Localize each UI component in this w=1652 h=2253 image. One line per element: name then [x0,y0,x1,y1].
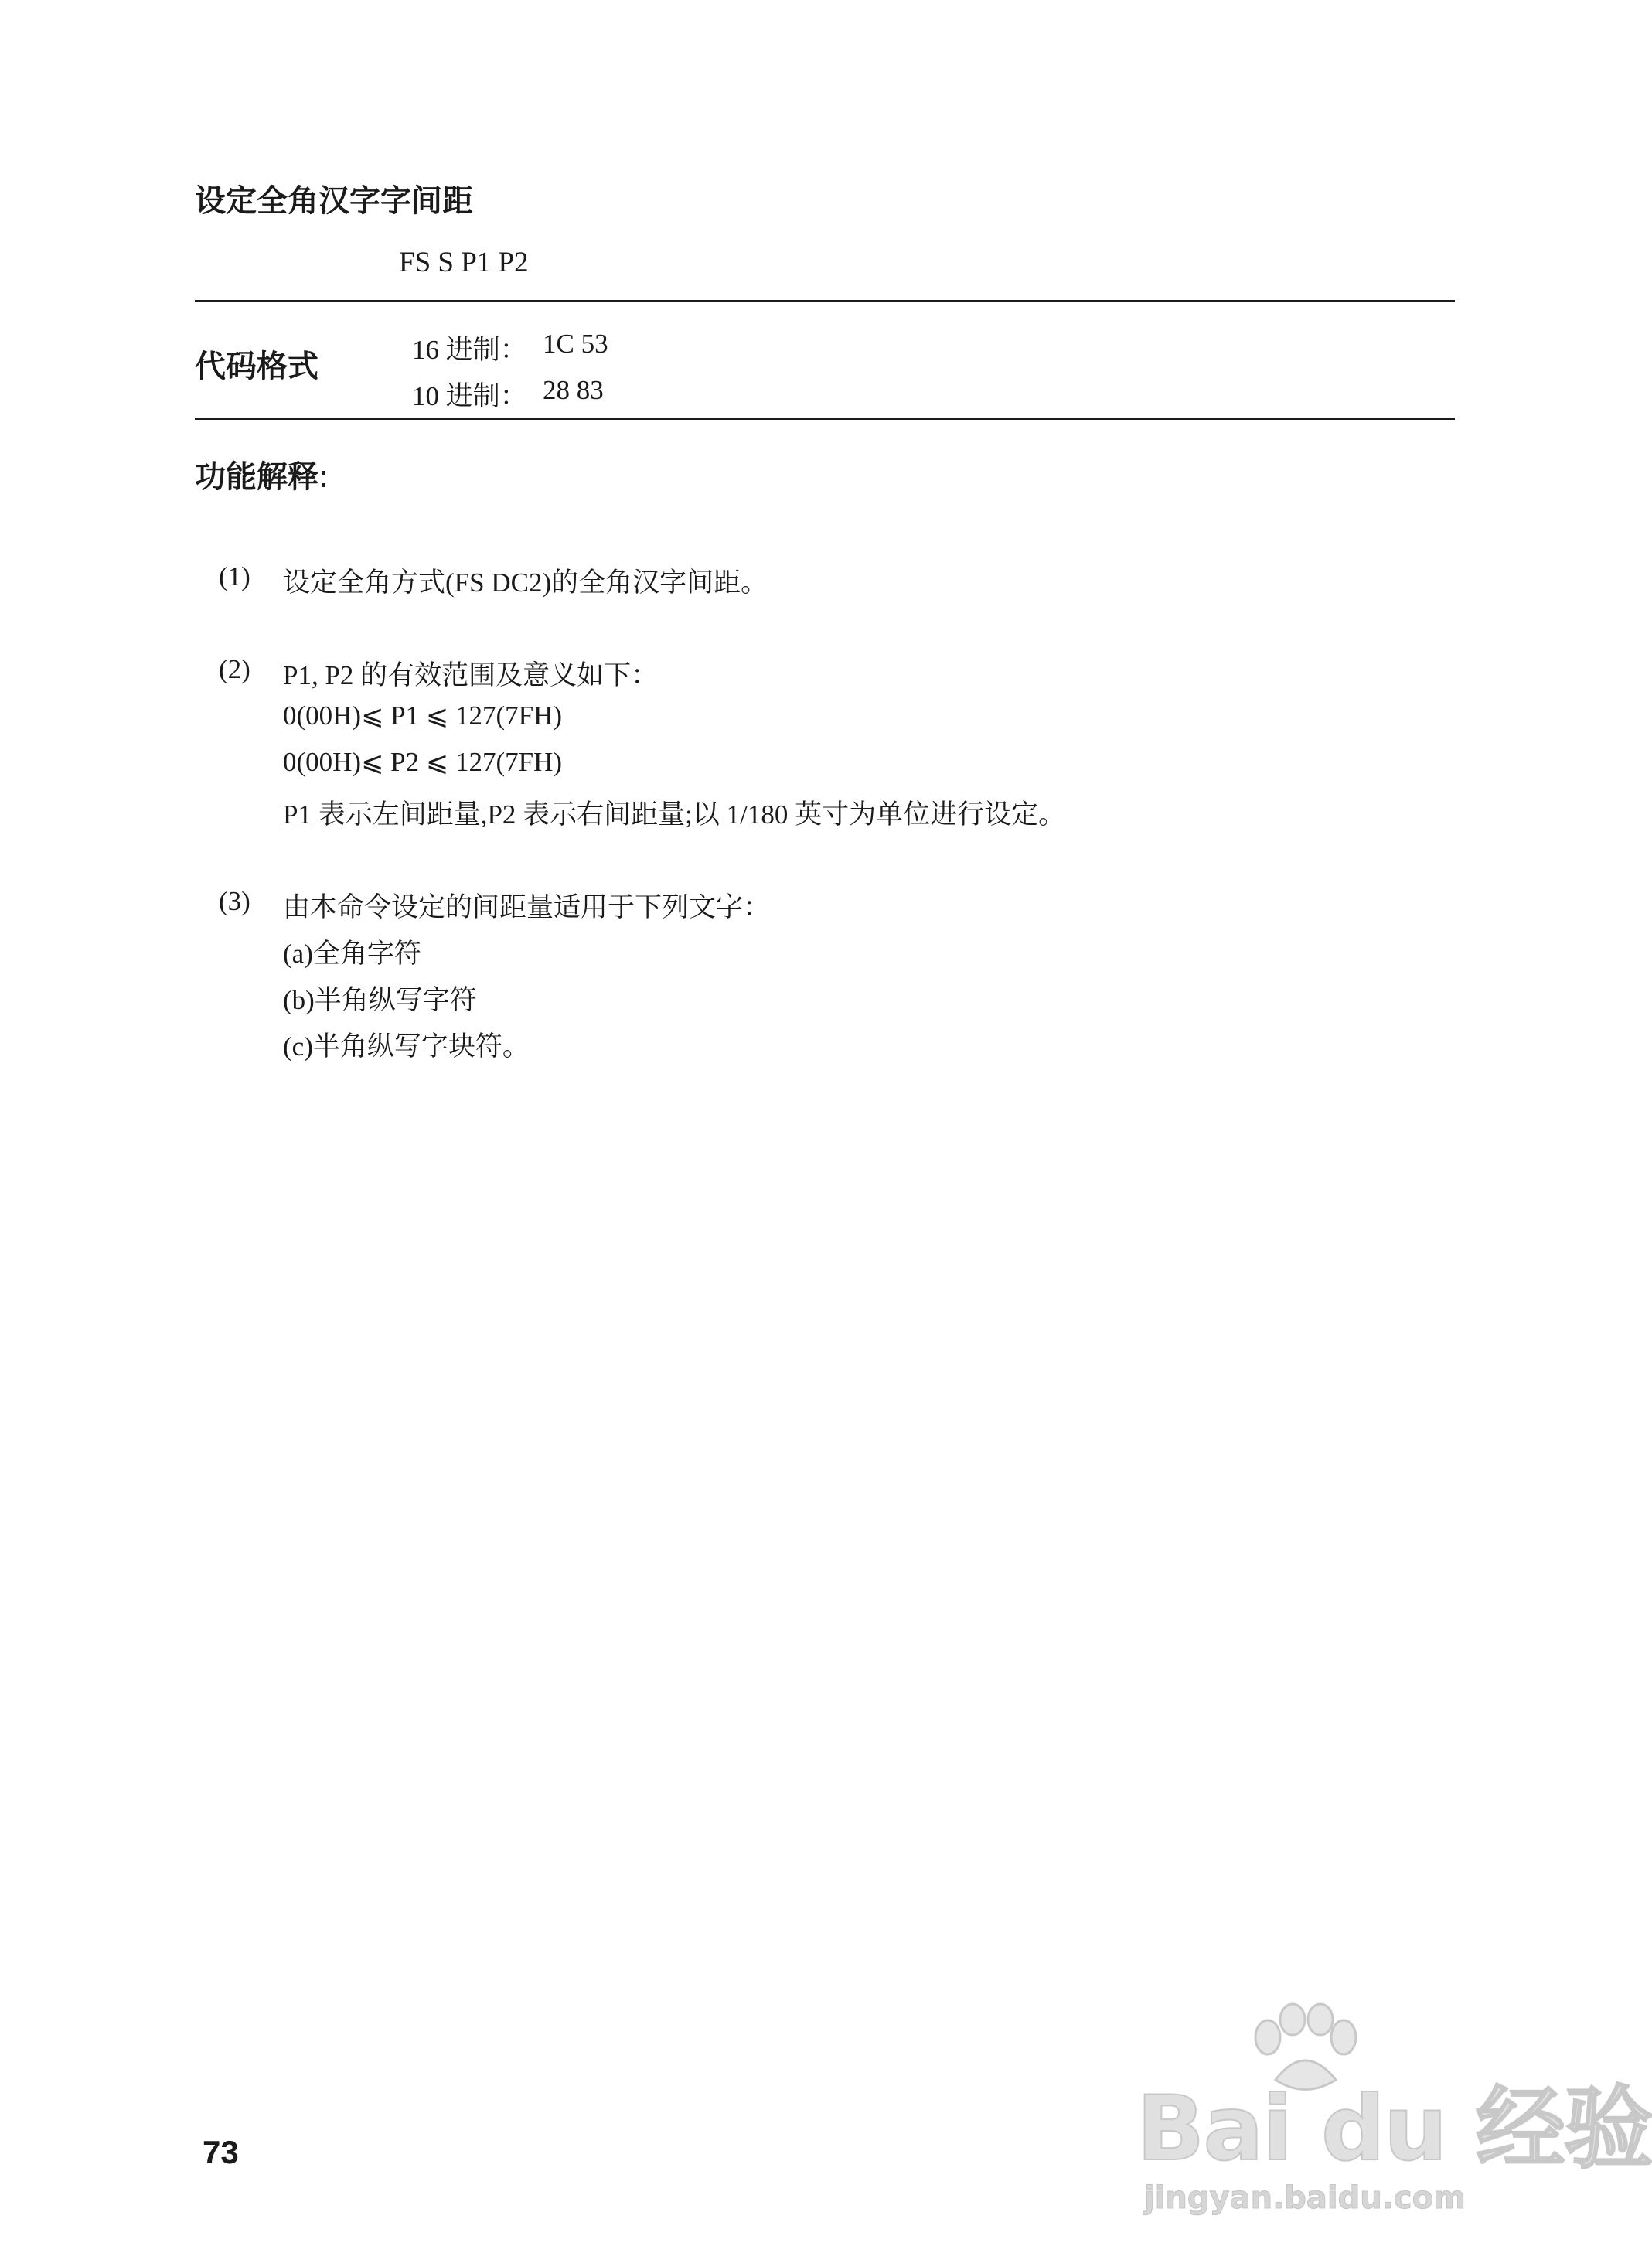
function-label: 功能解释 [195,459,318,495]
page-number: 73 [203,2134,239,2170]
function-colon: : [318,459,329,495]
item-1-line-1: 设定全角方式(FS DC2)的全角汉字间距。 [283,568,768,598]
item-3-line-3: (b)半角纵写字符 [283,985,477,1015]
item-2-line-4: P1 表示左间距量,P2 表示右间距量;以 1/180 英寸为单位进行设定。 [283,799,1066,830]
page-title: 设定全角汉字字间距 [195,183,473,219]
baidu-watermark [1121,2002,1652,2234]
item-3-number: (3) [219,886,250,916]
dec-label: 10 进制： [412,381,527,411]
item-3-line-1: 由本命令设定的间距量适用于下列文字： [283,892,771,922]
item-1-number: (1) [219,561,250,591]
watermark-logo-text: Bai du 经验 [1136,2077,1652,2181]
hex-values: 1C 53 [543,329,608,359]
dec-values: 28 83 [543,375,604,405]
item-3-line-2: (a)全角字符 [283,939,421,969]
command-syntax: FS S P1 P2 [399,247,529,278]
item-2-line-2: 0(00H)⩽ P1 ⩽ 127(7FH) [283,700,563,731]
bottom-rule [195,418,1455,420]
watermark-url: jingyan.baidu.com [1144,2180,1466,2216]
function-heading [195,452,329,496]
item-3-line-4: (c)半角纵写字块符。 [283,1031,530,1062]
top-rule [195,300,1455,302]
item-2-line-1: P1, P2 的有效范围及意义如下： [283,660,659,690]
item-2-line-3: 0(00H)⩽ P2 ⩽ 127(7FH) [283,747,563,777]
code-format-label: 代码格式 [195,349,318,384]
item-2-number: (2) [219,654,250,684]
hex-label: 16 进制： [412,335,527,365]
